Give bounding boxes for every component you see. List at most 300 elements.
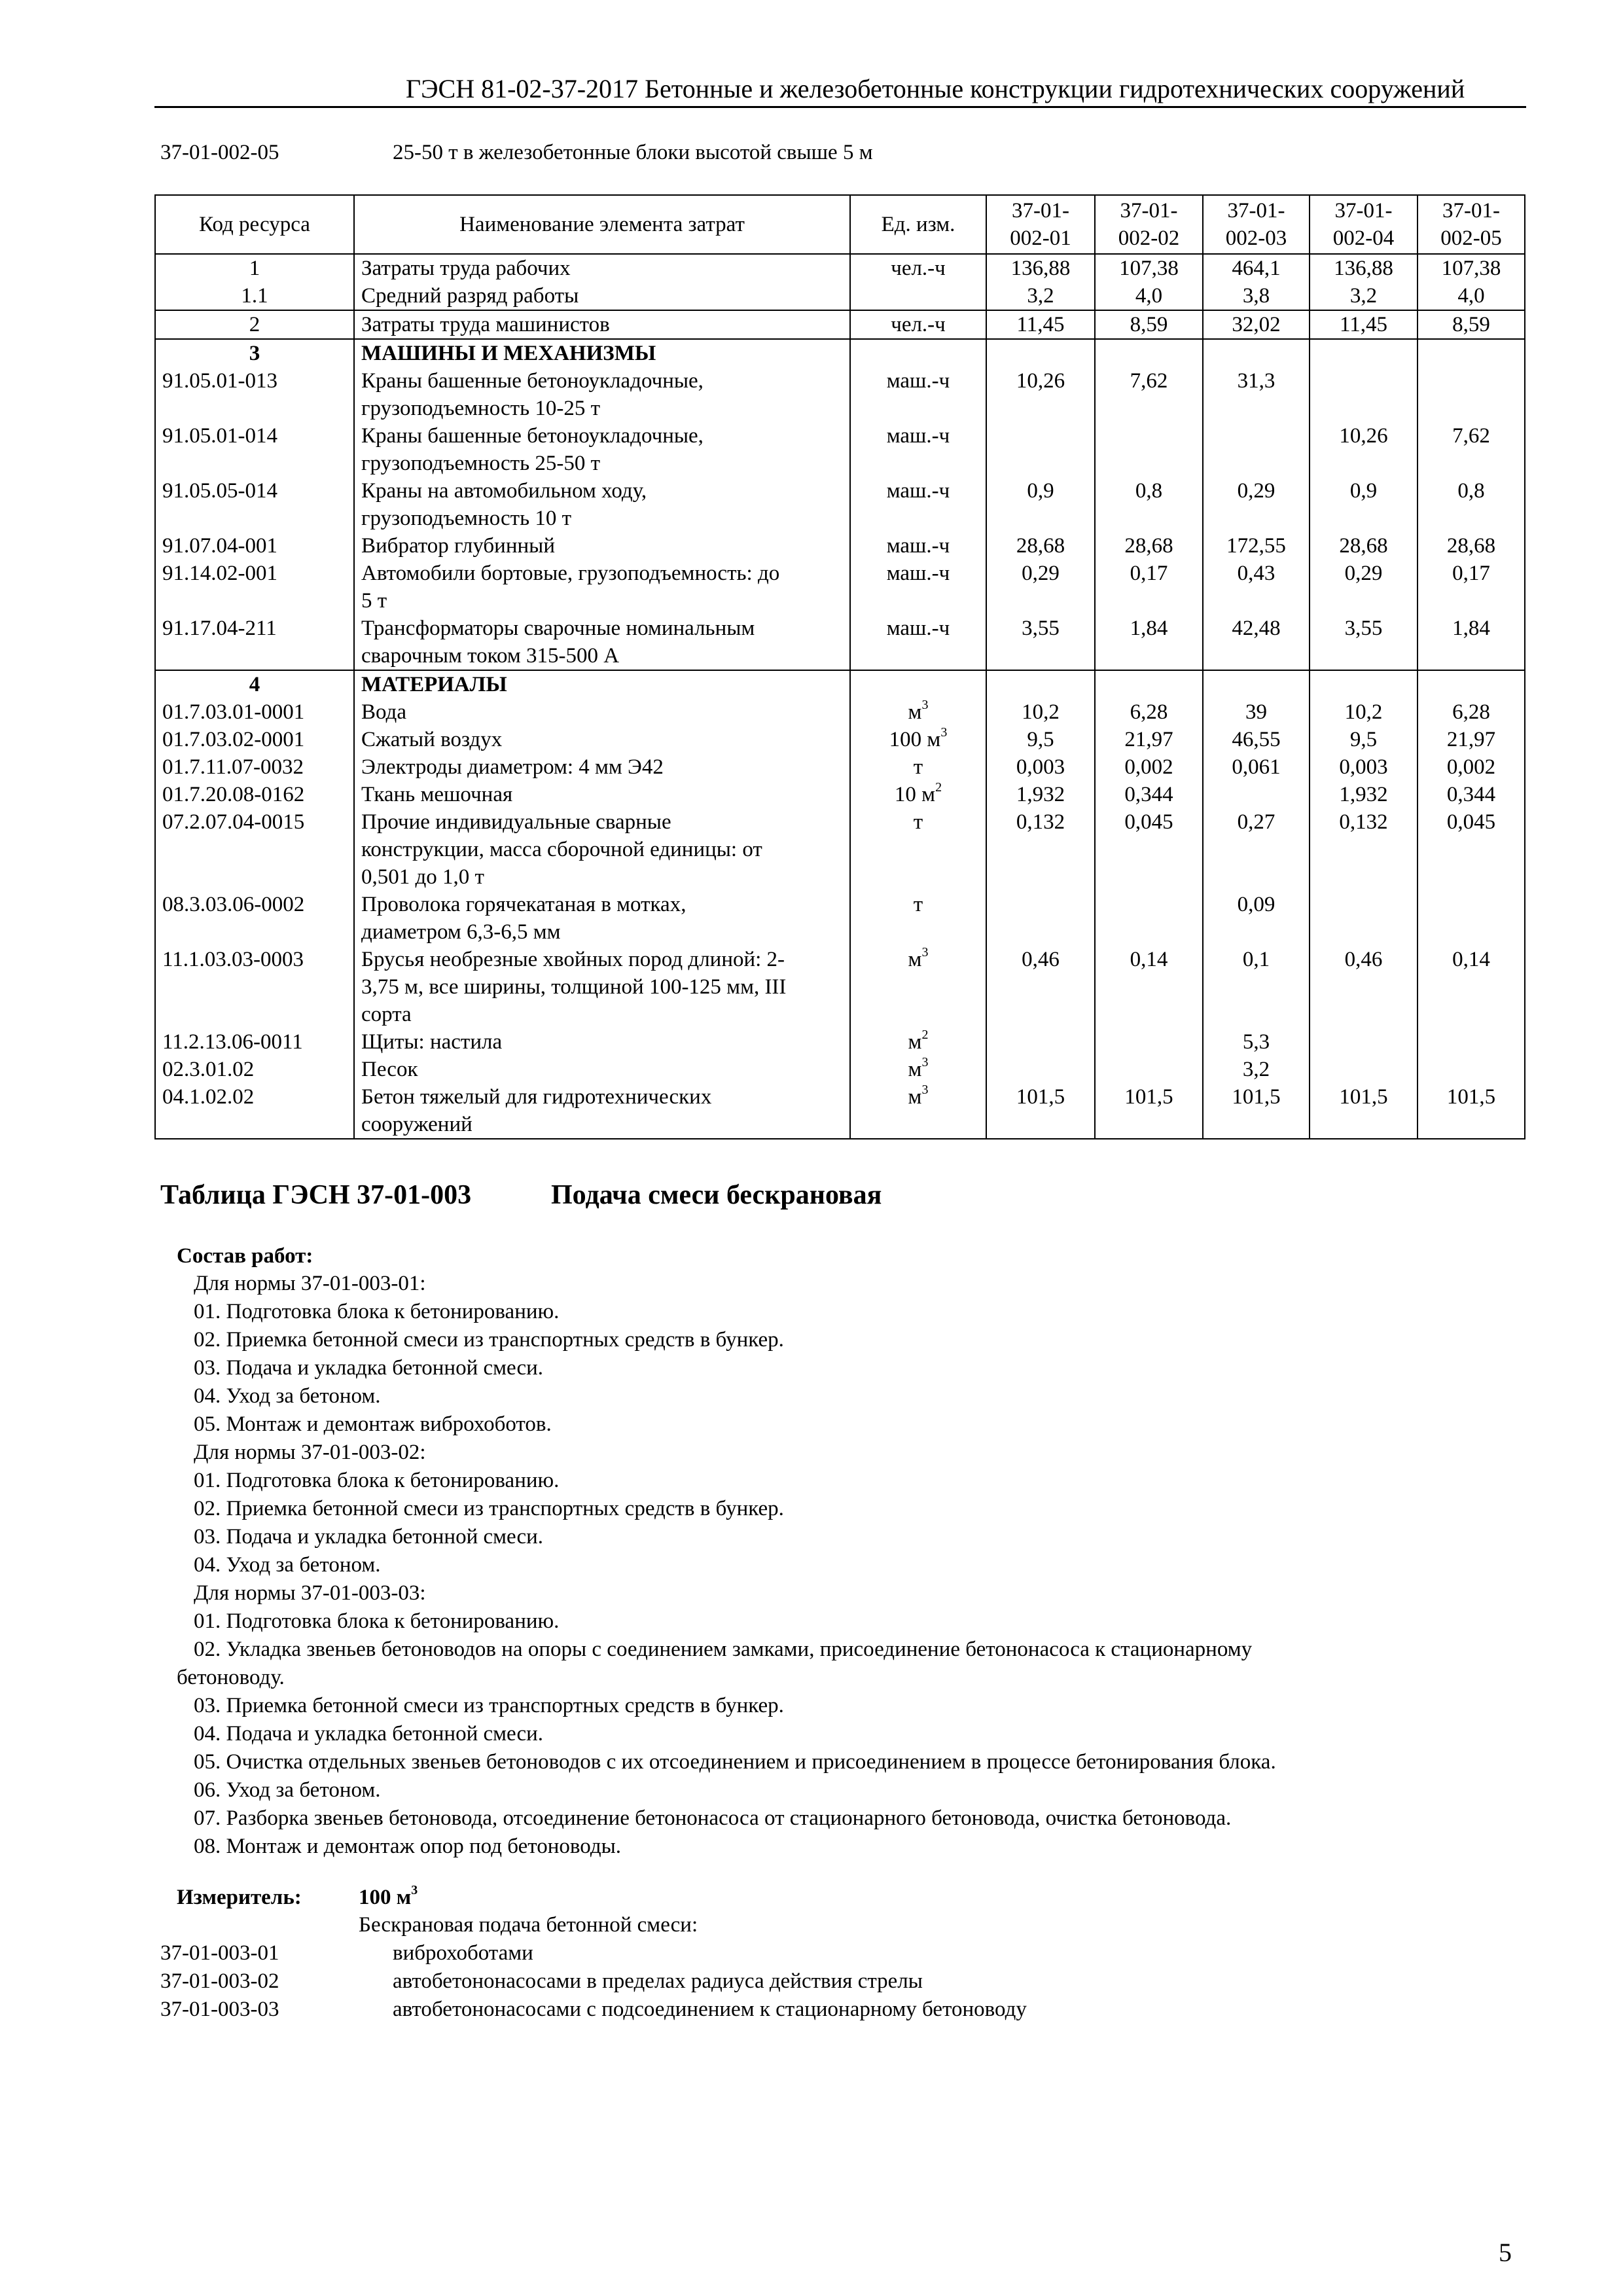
table-row <box>155 1083 1525 1139</box>
work-line: 02. Приемка бетонной смеси из транспортных средств в бункер. <box>194 1328 784 1352</box>
table-header-row <box>155 195 1525 254</box>
cell-unit <box>850 560 986 615</box>
prev-norm-code: 37-01-002-05 <box>160 141 279 164</box>
work-line: 03. Подача и укладка бетонной смеси. <box>194 1525 544 1549</box>
header-col-2 <box>1095 195 1203 254</box>
work-line: 07. Разборка звеньев бетоновода, отсоединение бетононасоса от стационарного бетоновода, очистка бетоновода. <box>194 1806 1232 1830</box>
cell-value-3: 0,1 <box>1203 946 1310 1028</box>
cell-value-1: 3,55 <box>986 615 1095 670</box>
cell-value-4: 0,46 <box>1310 946 1418 1028</box>
table-title-label: Таблица ГЭСН 37-01-003 <box>160 1180 472 1210</box>
cell-value-2 <box>1095 422 1203 477</box>
cell-value-4 <box>1310 1056 1418 1083</box>
cell-value-4: 28,68 <box>1310 532 1418 560</box>
cell-name-line: грузоподъемность 10 т <box>361 507 572 530</box>
cell-value-2: 8,59 <box>1095 310 1203 339</box>
cell-value-3 <box>1203 781 1310 808</box>
cell-code: 02.3.01.02 <box>155 1056 354 1083</box>
header-col-1-bottom: 002-01 <box>1010 226 1071 250</box>
cell-name <box>354 946 850 1028</box>
cell-name <box>354 1083 850 1139</box>
cell-value-5: 7,62 <box>1418 422 1525 477</box>
work-line: Для нормы 37-01-003-02: <box>194 1441 426 1464</box>
work-line: 03. Приемка бетонной смеси из транспортных средств в бункер. <box>194 1694 784 1717</box>
cell-value-5 <box>1418 1056 1525 1083</box>
cell-value-2 <box>1095 891 1203 946</box>
cell-value-3: 0,09 <box>1203 891 1310 946</box>
cell-value-3: 464,1 <box>1203 254 1310 282</box>
cell-value-3: 31,3 <box>1203 367 1310 422</box>
table-title-name: Подача смеси бескрановая <box>551 1180 882 1210</box>
cell-name-line: Бетон тяжелый для гидротехнических <box>361 1085 712 1109</box>
cell-name <box>354 670 850 698</box>
cell-code: 04.1.02.02 <box>155 1083 354 1139</box>
cell-value-5 <box>1418 367 1525 422</box>
cell-name <box>354 615 850 670</box>
table-row <box>155 1028 1525 1056</box>
cell-value-4: 3,55 <box>1310 615 1418 670</box>
table-row <box>155 781 1525 808</box>
cell-unit-text: чел.-ч <box>891 313 946 336</box>
cell-value-1: 11,45 <box>986 310 1095 339</box>
cell-code: 91.05.05-014 <box>155 477 354 532</box>
cell-name-line: Песок <box>361 1058 418 1081</box>
page-number: 5 <box>1499 2238 1512 2267</box>
meter-item-text: автобетононасосами в пределах радиуса действия стрелы <box>393 1969 923 1993</box>
header-col-4-bottom: 002-04 <box>1332 226 1395 250</box>
cell-value-3: 0,29 <box>1203 477 1310 532</box>
meter-item-code: 37-01-003-03 <box>160 1998 279 2021</box>
cell-value-1 <box>986 670 1095 698</box>
cell-value-2 <box>1095 1028 1203 1056</box>
cell-name-line: Автомобили бортовые, грузоподъемность: до <box>361 562 780 585</box>
cell-unit-text: т <box>913 755 923 779</box>
meter-value-sup: 3 <box>411 1883 418 1897</box>
cell-unit <box>850 781 986 808</box>
meter-item-code: 37-01-003-02 <box>160 1969 279 1993</box>
cell-code: 01.7.03.02-0001 <box>155 726 354 753</box>
cell-value-3: 39 <box>1203 698 1310 726</box>
cell-value-5: 8,59 <box>1418 310 1525 339</box>
cell-value-4: 1,932 <box>1310 781 1418 808</box>
cell-code: 1.1 <box>155 282 354 310</box>
cell-code: 11.1.03.03-0003 <box>155 946 354 1028</box>
cell-name <box>354 422 850 477</box>
cell-value-2 <box>1095 339 1203 367</box>
cell-value-3: 0,061 <box>1203 753 1310 781</box>
cell-value-4: 0,9 <box>1310 477 1418 532</box>
cell-value-2: 0,002 <box>1095 753 1203 781</box>
cell-value-5: 0,002 <box>1418 753 1525 781</box>
cell-value-5 <box>1418 339 1525 367</box>
cell-value-5 <box>1418 1028 1525 1056</box>
cell-value-5: 0,045 <box>1418 808 1525 891</box>
cell-unit-text: т <box>913 810 923 834</box>
table-row <box>155 367 1525 422</box>
cell-name-line: 5 т <box>361 589 387 613</box>
meter-value-text: 100 м <box>359 1886 412 1909</box>
cell-value-4: 0,29 <box>1310 560 1418 615</box>
cell-unit-text: маш.-ч <box>886 424 950 448</box>
cell-value-4: 0,132 <box>1310 808 1418 891</box>
cell-value-4: 3,2 <box>1310 282 1418 310</box>
cell-value-1 <box>986 1056 1095 1083</box>
header-col-2-bottom: 002-02 <box>1118 226 1180 250</box>
work-line: 03. Подача и укладка бетонной смеси. <box>194 1356 544 1380</box>
cell-value-2: 21,97 <box>1095 726 1203 753</box>
cell-value-4: 0,003 <box>1310 753 1418 781</box>
cell-value-1 <box>986 339 1095 367</box>
cell-unit-text: м <box>908 1058 922 1081</box>
cell-unit <box>850 254 986 282</box>
cell-name-line: Средний разряд работы <box>361 284 579 308</box>
cell-value-3: 32,02 <box>1203 310 1310 339</box>
cell-unit <box>850 615 986 670</box>
work-line: 04. Подача и укладка бетонной смеси. <box>194 1722 544 1746</box>
cell-unit-text: маш.-ч <box>886 479 950 503</box>
cell-name-line: Электроды диаметром: 4 мм Э42 <box>361 755 664 779</box>
cell-value-2: 0,344 <box>1095 781 1203 808</box>
cell-name <box>354 560 850 615</box>
cell-value-1: 0,46 <box>986 946 1095 1028</box>
cell-value-2: 1,84 <box>1095 615 1203 670</box>
cell-name-line: Щиты: настила <box>361 1030 503 1054</box>
cell-value-3: 172,55 <box>1203 532 1310 560</box>
cell-value-2: 101,5 <box>1095 1083 1203 1139</box>
cell-value-1 <box>986 422 1095 477</box>
cell-value-5: 0,8 <box>1418 477 1525 532</box>
cell-name-line: Трансформаторы сварочные номинальным <box>361 617 755 640</box>
cell-value-4 <box>1310 891 1418 946</box>
meter-item-text: автобетононасосами с подсоединением к стационарному бетоноводу <box>393 1998 1027 2021</box>
cell-unit <box>850 477 986 532</box>
cell-unit-text: маш.-ч <box>886 534 950 558</box>
cell-value-3: 101,5 <box>1203 1083 1310 1139</box>
cell-name-line: Краны башенные бетоноукладочные, <box>361 369 704 393</box>
cell-name <box>354 891 850 946</box>
cell-name-line: Вода <box>361 700 406 724</box>
cell-value-2: 0,17 <box>1095 560 1203 615</box>
cell-value-1 <box>986 891 1095 946</box>
work-line: 01. Подготовка блока к бетонированию. <box>194 1300 560 1323</box>
cell-name-line: Прочие индивидуальные сварные <box>361 810 671 834</box>
cell-unit-text: маш.-ч <box>886 562 950 585</box>
cell-value-4 <box>1310 670 1418 698</box>
cell-name-line: Краны башенные бетоноукладочные, <box>361 424 704 448</box>
cell-name <box>354 726 850 753</box>
cell-unit <box>850 753 986 781</box>
table-row <box>155 753 1525 781</box>
cell-value-5: 4,0 <box>1418 282 1525 310</box>
header-col-1-top: 37-01- <box>1012 199 1069 223</box>
header-col-4 <box>1310 195 1418 254</box>
cell-name-line: Проволока горячекатаная в мотках, <box>361 893 687 916</box>
meter-label: Измеритель: <box>177 1886 302 1909</box>
work-line: Для нормы 37-01-003-03: <box>194 1581 426 1605</box>
cell-unit <box>850 1083 986 1139</box>
cell-value-4: 101,5 <box>1310 1083 1418 1139</box>
table-row <box>155 422 1525 477</box>
work-heading: Состав работ: <box>177 1244 313 1268</box>
table-row <box>155 1056 1525 1083</box>
cell-value-5: 0,344 <box>1418 781 1525 808</box>
cell-unit <box>850 698 986 726</box>
work-line: 01. Подготовка блока к бетонированию. <box>194 1609 560 1633</box>
cell-name <box>354 254 850 282</box>
cell-name-line: Сжатый воздух <box>361 728 503 751</box>
cell-code: 2 <box>155 310 354 339</box>
cell-value-1: 1,932 <box>986 781 1095 808</box>
cell-unit-text: м <box>908 948 922 971</box>
cell-value-2: 7,62 <box>1095 367 1203 422</box>
cell-value-4: 10,2 <box>1310 698 1418 726</box>
cell-value-3 <box>1203 670 1310 698</box>
cell-unit <box>850 946 986 1028</box>
cell-code: 07.2.07.04-0015 <box>155 808 354 891</box>
cell-value-3: 0,27 <box>1203 808 1310 891</box>
table-row <box>155 891 1525 946</box>
table-row <box>155 560 1525 615</box>
header-col-2-top: 37-01- <box>1120 199 1178 223</box>
work-line: 08. Монтаж и демонтаж опор под бетоноводы. <box>194 1835 622 1858</box>
table-row <box>155 477 1525 532</box>
cell-value-5: 21,97 <box>1418 726 1525 753</box>
cell-value-1: 3,2 <box>986 282 1095 310</box>
cell-unit-text: м <box>908 1085 922 1109</box>
cell-name-line: диаметром 6,3-6,5 мм <box>361 920 561 944</box>
table-row <box>155 310 1525 339</box>
cell-value-1: 0,9 <box>986 477 1095 532</box>
cell-value-4: 9,5 <box>1310 726 1418 753</box>
cell-value-2: 6,28 <box>1095 698 1203 726</box>
work-line: бетоноводу. <box>177 1666 285 1689</box>
cell-unit <box>850 367 986 422</box>
cell-name-line: сварочным током 315-500 А <box>361 644 620 668</box>
header-col-4-top: 37-01- <box>1334 199 1393 223</box>
cell-code: 01.7.20.08-0162 <box>155 781 354 808</box>
cell-value-3: 5,3 <box>1203 1028 1310 1056</box>
cell-unit-text: маш.-ч <box>886 369 950 393</box>
table-row <box>155 615 1525 670</box>
cell-value-2: 107,38 <box>1095 254 1203 282</box>
cell-name-line: грузоподъемность 25-50 т <box>361 452 601 475</box>
cell-name-line: сорта <box>361 1003 412 1026</box>
cell-unit <box>850 891 986 946</box>
cell-value-2: 0,8 <box>1095 477 1203 532</box>
cell-value-3 <box>1203 339 1310 367</box>
cell-code: 01.7.11.07-0032 <box>155 753 354 781</box>
header-col-5-bottom: 002-05 <box>1440 226 1502 250</box>
cell-value-4: 136,88 <box>1310 254 1418 282</box>
cell-unit-text: т <box>913 893 923 916</box>
cell-unit <box>850 310 986 339</box>
cell-unit-text: 10 м <box>894 783 936 806</box>
work-line: 05. Очистка отдельных звеньев бетоноводов с их отсоединением и присоединением в процессе бетонирования блока. <box>194 1750 1276 1774</box>
cell-name <box>354 282 850 310</box>
work-line: Для нормы 37-01-003-01: <box>194 1272 426 1295</box>
cell-value-5: 0,14 <box>1418 946 1525 1028</box>
cell-name <box>354 367 850 422</box>
header-rule <box>154 106 1526 108</box>
cell-value-5 <box>1418 891 1525 946</box>
cell-value-2: 4,0 <box>1095 282 1203 310</box>
table-row <box>155 339 1525 367</box>
cell-code: 91.05.01-013 <box>155 367 354 422</box>
cell-value-1: 0,29 <box>986 560 1095 615</box>
cell-unit-sup: 2 <box>935 780 942 795</box>
table-row <box>155 698 1525 726</box>
cell-unit-text: чел.-ч <box>891 257 946 280</box>
header-name: Наименование элемента затрат <box>354 195 850 254</box>
cell-code: 91.05.01-014 <box>155 422 354 477</box>
cell-unit <box>850 1028 986 1056</box>
cell-name <box>354 698 850 726</box>
meter-item-code: 37-01-003-01 <box>160 1941 279 1965</box>
table-row <box>155 946 1525 1028</box>
header-col-3-top: 37-01- <box>1227 199 1285 223</box>
cell-unit-text: маш.-ч <box>886 617 950 640</box>
cell-value-4 <box>1310 367 1418 422</box>
cell-name-line: Краны на автомобильном ходу, <box>361 479 647 503</box>
cell-value-5: 101,5 <box>1418 1083 1525 1139</box>
cell-value-4: 10,26 <box>1310 422 1418 477</box>
cell-unit-sup: 3 <box>921 698 929 712</box>
cell-name-line: 3,75 м, все ширины, толщиной 100-125 мм, III <box>361 975 787 999</box>
work-line: 02. Приемка бетонной смеси из транспортных средств в бункер. <box>194 1497 784 1520</box>
cell-unit-sup: 3 <box>940 725 948 740</box>
cell-name <box>354 532 850 560</box>
work-line: 05. Монтаж и демонтаж виброхоботов. <box>194 1412 552 1436</box>
cell-value-5 <box>1418 670 1525 698</box>
meter-subtitle: Бескрановая подача бетонной смеси: <box>359 1913 698 1937</box>
meter-value <box>359 1884 418 1911</box>
cell-name <box>354 1028 850 1056</box>
cell-value-5: 6,28 <box>1418 698 1525 726</box>
cell-value-4: 11,45 <box>1310 310 1418 339</box>
cell-unit-sup: 2 <box>921 1028 929 1042</box>
cell-value-1: 10,2 <box>986 698 1095 726</box>
cell-name-line: МАТЕРИАЛЫ <box>361 673 507 696</box>
work-line: 06. Уход за бетоном. <box>194 1778 381 1802</box>
table-row <box>155 254 1525 282</box>
cell-value-5: 28,68 <box>1418 532 1525 560</box>
cell-value-5: 107,38 <box>1418 254 1525 282</box>
cell-code: 91.07.04-001 <box>155 532 354 560</box>
cell-code: 08.3.03.06-0002 <box>155 891 354 946</box>
cell-name-line: Затраты труда рабочих <box>361 257 571 280</box>
cell-unit-text: м <box>908 700 922 724</box>
header-unit: Ед. изм. <box>850 195 986 254</box>
cell-unit <box>850 422 986 477</box>
cell-value-1: 0,003 <box>986 753 1095 781</box>
cell-name-line: сооружений <box>361 1113 473 1136</box>
header-col-1 <box>986 195 1095 254</box>
table-row <box>155 282 1525 310</box>
cell-value-1: 9,5 <box>986 726 1095 753</box>
cell-value-3: 3,8 <box>1203 282 1310 310</box>
cell-name-line: грузоподъемность 10-25 т <box>361 397 601 420</box>
cell-name <box>354 310 850 339</box>
table-row <box>155 808 1525 891</box>
cell-code: 01.7.03.01-0001 <box>155 698 354 726</box>
meter-item-text: виброхоботами <box>393 1941 533 1965</box>
work-line: 02. Укладка звеньев бетоноводов на опоры с соединением замками, присоединение бетононасоса к стационарному <box>194 1638 1253 1661</box>
cell-unit <box>850 670 986 698</box>
header-code: Код ресурса <box>155 195 354 254</box>
header-col-3 <box>1203 195 1310 254</box>
cell-unit <box>850 339 986 367</box>
cell-value-3: 42,48 <box>1203 615 1310 670</box>
cell-value-1: 136,88 <box>986 254 1095 282</box>
cell-code: 1 <box>155 254 354 282</box>
cell-name <box>354 339 850 367</box>
cell-value-2: 28,68 <box>1095 532 1203 560</box>
work-line: 04. Уход за бетоном. <box>194 1384 381 1408</box>
cell-name <box>354 1056 850 1083</box>
cell-value-5: 0,17 <box>1418 560 1525 615</box>
cell-name-line: Вибратор глубинный <box>361 534 555 558</box>
work-line: 01. Подготовка блока к бетонированию. <box>194 1469 560 1492</box>
cell-unit-sup: 3 <box>921 1083 929 1097</box>
header-col-3-bottom: 002-03 <box>1225 226 1287 250</box>
cell-name-line: Ткань мешочная <box>361 783 513 806</box>
cell-name-line: Брусья необрезные хвойных пород длиной: 2- <box>361 948 785 971</box>
cell-value-1: 101,5 <box>986 1083 1095 1139</box>
table-row <box>155 726 1525 753</box>
cell-name <box>354 808 850 891</box>
cell-value-2: 0,14 <box>1095 946 1203 1028</box>
cell-value-2: 0,045 <box>1095 808 1203 891</box>
prev-norm-text: 25-50 т в железобетонные блоки высотой свыше 5 м <box>393 141 873 164</box>
header-col-5-top: 37-01- <box>1442 199 1500 223</box>
cell-unit <box>850 808 986 891</box>
resource-table <box>154 194 1525 1139</box>
cell-value-1 <box>986 1028 1095 1056</box>
cell-unit-text: м <box>908 1030 922 1054</box>
cell-value-3: 0,43 <box>1203 560 1310 615</box>
header-col-5 <box>1418 195 1525 254</box>
cell-unit <box>850 532 986 560</box>
cell-name <box>354 753 850 781</box>
cell-name-line: Затраты труда машинистов <box>361 313 610 336</box>
cell-value-4 <box>1310 1028 1418 1056</box>
cell-value-2 <box>1095 1056 1203 1083</box>
cell-unit <box>850 726 986 753</box>
cell-code: 3 <box>155 339 354 367</box>
cell-code: 4 <box>155 670 354 698</box>
cell-name <box>354 781 850 808</box>
page-header-title: ГЭСН 81-02-37-2017 Бетонные и железобетонные конструкции гидротехнических сооружений <box>406 74 1465 103</box>
cell-unit-sup: 3 <box>921 1055 929 1069</box>
cell-name <box>354 477 850 532</box>
cell-name-line: 0,501 до 1,0 т <box>361 865 484 889</box>
cell-value-3 <box>1203 422 1310 477</box>
cell-code: 91.14.02-001 <box>155 560 354 615</box>
cell-unit-sup: 3 <box>921 945 929 960</box>
work-line: 04. Уход за бетоном. <box>194 1553 381 1577</box>
cell-code: 11.2.13.06-0011 <box>155 1028 354 1056</box>
cell-unit <box>850 1056 986 1083</box>
cell-value-3: 46,55 <box>1203 726 1310 753</box>
table-row <box>155 670 1525 698</box>
table-row <box>155 532 1525 560</box>
cell-code: 91.17.04-211 <box>155 615 354 670</box>
cell-value-3: 3,2 <box>1203 1056 1310 1083</box>
cell-value-1: 0,132 <box>986 808 1095 891</box>
cell-value-1: 28,68 <box>986 532 1095 560</box>
cell-value-2 <box>1095 670 1203 698</box>
cell-value-1: 10,26 <box>986 367 1095 422</box>
